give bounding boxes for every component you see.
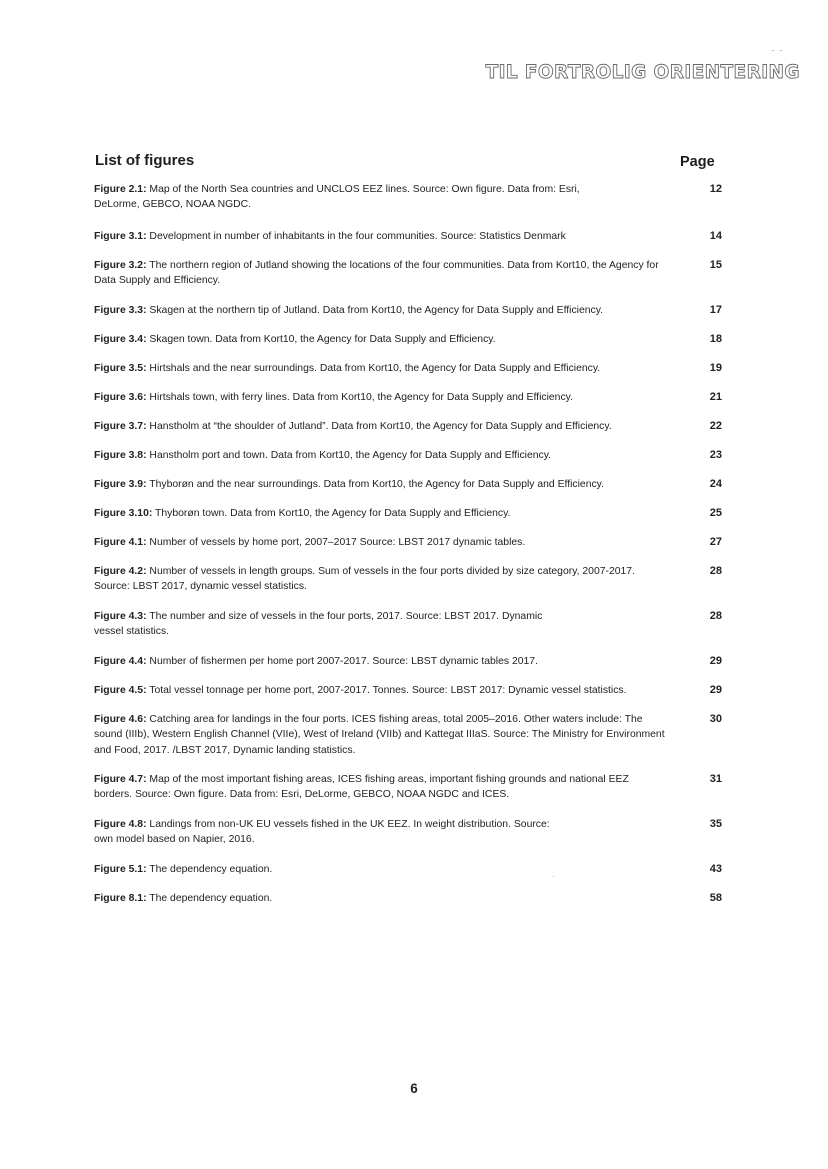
figure-page-number: 15 [709, 259, 722, 271]
figure-caption: Number of vessels in length groups. Sum of vessels in the four ports divided by size category, 2007-2017. Source: LBST 2017, dynamic vessel statistics. [94, 566, 635, 593]
figure-caption: Landings from non-UK EU vessels fished in the UK EEZ. In weight distribution. Source: own model based on Napier, 2016. [94, 819, 550, 846]
confidential-stamp: TIL FORTROLIG ORIENTERING [485, 62, 800, 83]
figure-page-number: 21 [709, 391, 722, 403]
scan-speck [780, 50, 782, 51]
figure-label: Figure 2.1: [94, 184, 147, 195]
figure-label: Figure 4.4: [94, 656, 147, 667]
figure-label: Figure 5.1: [94, 864, 147, 875]
figure-label: Figure 4.7: [94, 774, 147, 785]
figure-label: Figure 4.6: [94, 714, 147, 725]
figure-entry [94, 229, 724, 244]
figure-entry [94, 361, 724, 376]
figure-caption: Catching area for landings in the four ports. ICES fishing areas, total 2005–2016. Other waters include: The sound (IIIb), Western English Channel (VIIe), West of Ireland (VIIb) and Kattegat IIIaS. Source: The Ministry for Environment and Food, 2017. /LBST 2017, Dynamic landing statistics. [94, 714, 665, 756]
figure-label: Figure 4.1: [94, 537, 147, 548]
figure-entry [94, 654, 724, 669]
figure-entry [94, 506, 724, 521]
figure-page-number: 27 [709, 536, 722, 548]
figure-page-number: 29 [709, 655, 722, 667]
figure-caption: Hanstholm at “the shoulder of Jutland”. Data from Kort10, the Agency for Data Supply and Efficiency. [146, 421, 612, 432]
figure-label: Figure 3.7: [94, 421, 147, 432]
figure-entry [94, 303, 724, 318]
figure-entry [94, 609, 724, 640]
figure-caption: The dependency equation. [146, 864, 273, 875]
figure-page-number: 28 [709, 610, 722, 622]
figure-entry [94, 535, 724, 550]
figure-caption: The dependency equation. [146, 893, 273, 904]
figure-caption: Number of vessels by home port, 2007–2017 Source: LBST 2017 dynamic tables. [146, 537, 526, 548]
figure-caption: The northern region of Jutland showing the locations of the four communities. Data from Kort10, the Agency for Data Supply and Efficiency. [94, 260, 659, 287]
figure-entry [94, 258, 724, 289]
figure-entry [94, 332, 724, 347]
figure-entry [94, 564, 724, 595]
figure-page-number: 43 [709, 863, 722, 875]
figure-page-number: 28 [709, 565, 722, 577]
figure-caption: Hirtshals and the near surroundings. Data from Kort10, the Agency for Data Supply and Efficiency. [146, 363, 601, 374]
figure-entry [94, 448, 724, 463]
figure-page-number: 22 [709, 420, 722, 432]
figure-entry [94, 772, 724, 803]
figure-caption: Hirtshals town, with ferry lines. Data from Kort10, the Agency for Data Supply and Efficiency. [146, 392, 573, 403]
page-number: 6 [410, 1081, 418, 1096]
figure-label: Figure 8.1: [94, 893, 147, 904]
figure-label: Figure 4.5: [94, 685, 147, 696]
figure-page-number: 30 [709, 713, 722, 725]
figure-page-number: 24 [709, 478, 722, 490]
figure-entry [94, 477, 724, 492]
figure-label: Figure 3.10: [94, 508, 153, 519]
figure-label: Figure 3.5: [94, 363, 147, 374]
figure-page-number: 14 [709, 230, 722, 242]
figure-entry [94, 891, 724, 906]
figure-caption: Thyborøn town. Data from Kort10, the Agency for Data Supply and Efficiency. [152, 508, 511, 519]
scan-speck [553, 876, 554, 877]
figure-caption: Hanstholm port and town. Data from Kort10, the Agency for Data Supply and Efficiency. [146, 450, 552, 461]
figure-page-number: 12 [709, 183, 722, 195]
figure-label: Figure 3.9: [94, 479, 147, 490]
figure-page-number: 29 [709, 684, 722, 696]
scan-speck [772, 50, 774, 51]
figure-caption: Number of fishermen per home port 2007-2017. Source: LBST dynamic tables 2017. [146, 656, 538, 667]
figure-label: Figure 3.8: [94, 450, 147, 461]
figure-label: Figure 3.2: [94, 260, 147, 271]
figure-page-number: 19 [709, 362, 722, 374]
figure-caption: The number and size of vessels in the four ports, 2017. Source: LBST 2017. Dynamic vessel statistics. [94, 611, 543, 638]
figure-caption: Skagen at the northern tip of Jutland. Data from Kort10, the Agency for Data Supply and Efficiency. [146, 305, 604, 316]
figure-caption: Development in number of inhabitants in the four communities. Source: Statistics Denmark [146, 231, 566, 242]
figure-caption: Map of the most important fishing areas, ICES fishing areas, important fishing grounds and national EEZ borders. Source: Own figure. Data from: Esri, DeLorme, GEBCO, NOAA NGDC and ICES. [94, 774, 629, 801]
figure-caption: Map of the North Sea countries and UNCLOS EEZ lines. Source: Own figure. Data from: Esri, DeLorme, GEBCO, NOAA NGDC. [94, 184, 580, 211]
figure-entry [94, 712, 724, 758]
figure-label: Figure 3.4: [94, 334, 147, 345]
figure-page-number: 58 [709, 892, 722, 904]
figure-entry [94, 683, 724, 698]
figure-page-number: 35 [709, 818, 722, 830]
list-of-figures-heading: List of figures [95, 152, 195, 169]
figure-label: Figure 4.8: [94, 819, 147, 830]
figure-page-number: 25 [709, 507, 722, 519]
figure-entry [94, 419, 724, 434]
figure-label: Figure 3.3: [94, 305, 147, 316]
figure-entry [94, 390, 724, 405]
figure-label: Figure 4.2: [94, 566, 147, 577]
figure-caption: Skagen town. Data from Kort10, the Agency for Data Supply and Efficiency. [146, 334, 496, 345]
figure-page-number: 31 [709, 773, 722, 785]
figure-page-number: 18 [709, 333, 722, 345]
figure-label: Figure 4.3: [94, 611, 147, 622]
figure-entry [94, 862, 724, 877]
figure-page-number: 23 [709, 449, 722, 461]
figure-caption: Thyborøn and the near surroundings. Data from Kort10, the Agency for Data Supply and Efficiency. [146, 479, 604, 490]
page-column-heading: Page [680, 154, 715, 170]
figure-caption: Total vessel tonnage per home port, 2007-2017. Tonnes. Source: LBST 2017: Dynamic vessel statistics. [146, 685, 627, 696]
figure-entry [94, 817, 724, 848]
figure-label: Figure 3.6: [94, 392, 147, 403]
figure-entry [94, 182, 724, 213]
figure-label: Figure 3.1: [94, 231, 147, 242]
figure-page-number: 17 [709, 304, 722, 316]
